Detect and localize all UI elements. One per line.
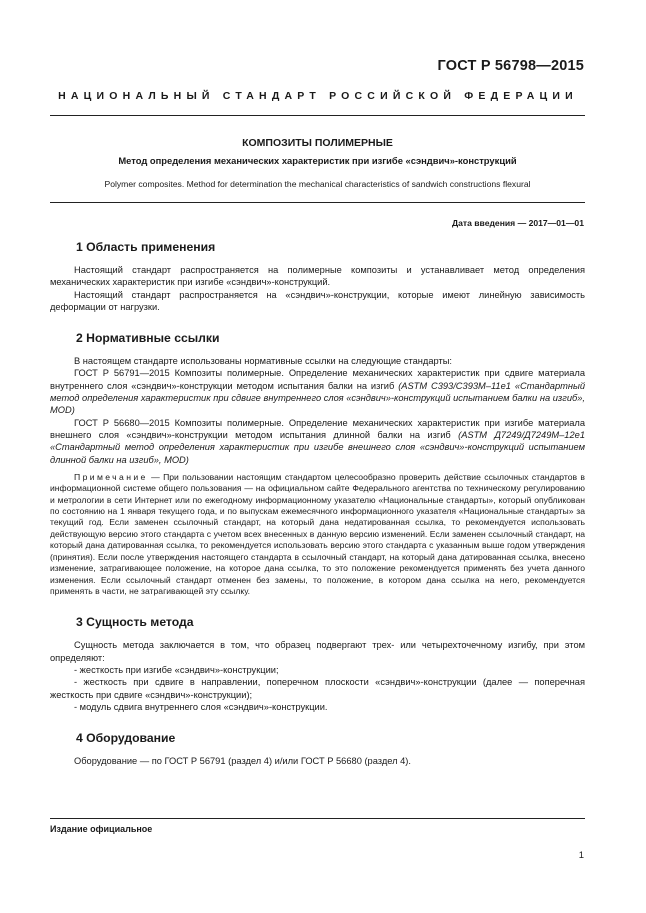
footer-divider xyxy=(50,818,585,819)
section-3-list-item: - жесткость при сдвиге в направлении, поперечном плоскости «сэндвич»-конструкции (далее — поперечная жесткость при сдвиге «сэндвич»-конструкции); xyxy=(50,677,585,700)
section-1-paragraph-1: Настоящий стандарт распространяется на полимерные композиты и устанавливает метод определения механических характеристик при изгибе «сэндвич»-конструкций. xyxy=(50,265,585,288)
section-3-list-item: - жесткость при изгибе «сэндвич»-конструкции; xyxy=(74,664,279,675)
official-edition-label: Издание официальное xyxy=(50,824,153,834)
gost-number: ГОСТ Р 56798—2015 xyxy=(437,58,584,74)
page-number: 1 xyxy=(578,850,584,861)
section-1-heading: 1 Область применения xyxy=(76,240,216,254)
document-title-english: Polymer composites. Method for determination the mechanical characteristics of sandwich constructions flexural xyxy=(104,179,531,189)
note-text: — При пользовании настоящим стандартом целесообразно проверить действие ссылочных стандартов в информационной системе общего пользования — на официальном сайте Федерального агентства по техническому регулированию и метрологии в сети Интернет или по ежегодному информационному указателю «Национальные стандарты», который опубликован по состоянию на 1 января текущего года, и по выпускам ежемесячного информационного указателя «Национальные стандарты» за текущий год. Если заменен ссылочный стандарт, на который дана недатированная ссылка, то рекомендуется использовать действующую версию этого стандарта с учетом всех внесенных в данную версию изменений. Если заменен ссылочный стандарт, на который дана датированная ссылка, то рекомендуется использовать версию этого стандарта с указанным выше годом утверждения (принятия). Если после утверждения настоящего стандарта в ссылочный стандарт, на который дана датированная ссылка, внесено изменение, затрагивающее положение, на которое дана ссылка, то это положение рекомендуется применять без учета данного изменения. Если ссылочный стандарт отменен без замены, то положение, в котором дана ссылка на него, рекомендуется применять в части, не затрагивающей эту ссылку. xyxy=(50,471,585,596)
note-label: Примечание xyxy=(74,471,148,482)
header-divider xyxy=(50,115,585,116)
section-3-paragraph-1: Сущность метода заключается в том, что образец подвергают трех- или четырехточечному изгибу, при этом определяют: xyxy=(50,640,585,663)
section-4-heading: 4 Оборудование xyxy=(76,731,176,746)
title-divider xyxy=(50,202,585,203)
document-body xyxy=(50,232,585,767)
document-subtitle: Метод определения механических характеристик при изгибе «сэндвич»-конструкций xyxy=(118,155,517,166)
reference-gost-56680 xyxy=(50,417,585,466)
document-title: КОМПОЗИТЫ ПОЛИМЕРНЫЕ xyxy=(242,137,393,149)
section-4-paragraph-1: Оборудование — по ГОСТ Р 56791 (раздел 4) и/или ГОСТ Р 56680 (раздел 4). xyxy=(74,756,411,767)
section-3-heading: 3 Сущность метода xyxy=(76,615,194,630)
section-2-heading: 2 Нормативные ссылки xyxy=(76,331,220,346)
section-1-paragraph-2: Настоящий стандарт распространяется на «сэндвич»-конструкции, которые имеют линейную зависимость деформации от нагрузки. xyxy=(50,289,585,312)
section-3-list-item: - модуль сдвига внутреннего слоя «сэндвич»-конструкции. xyxy=(74,701,328,712)
introduction-date: Дата введения — 2017—01—01 xyxy=(451,218,584,228)
reference-gost-56791 xyxy=(50,367,585,416)
reference-gost-56791-astm: (ASTM C393/C393M–11e1 «Стандартный метод определения характеристик при сдвиге внутреннего слоя «сэндвич»-конструкций испытанием балки на изгиб», MOD) xyxy=(50,380,585,416)
reference-gost-56791-text: ГОСТ Р 56791—2015 Композиты полимерные. Определение механических характеристик при сдвиге материала внутреннего слоя «сэндвич»-конструкции методом испытания балки на изгиб xyxy=(50,368,585,391)
reference-gost-56680-astm: (ASTM Д7249/Д7249М–12e1 «Стандартный метод определения характеристик при изгибе внешнего слоя «сэндвич»-конструкций испытанием длинной балки на изгиб», MOD) xyxy=(50,429,585,465)
reference-gost-56680-text: ГОСТ Р 56680—2015 Композиты полимерные. Определение механических характеристик при изгибе материала внешнего слоя «сэндвич»-конструкции методом испытания длинной балки на изгиб xyxy=(50,417,585,440)
national-standard-banner: НАЦИОНАЛЬНЫЙ СТАНДАРТ РОССИЙСКОЙ ФЕДЕРАЦИИ xyxy=(58,90,578,102)
note xyxy=(50,472,585,597)
section-2-paragraph-1: В настоящем стандарте использованы нормативные ссылки на следующие стандарты: xyxy=(74,356,453,367)
